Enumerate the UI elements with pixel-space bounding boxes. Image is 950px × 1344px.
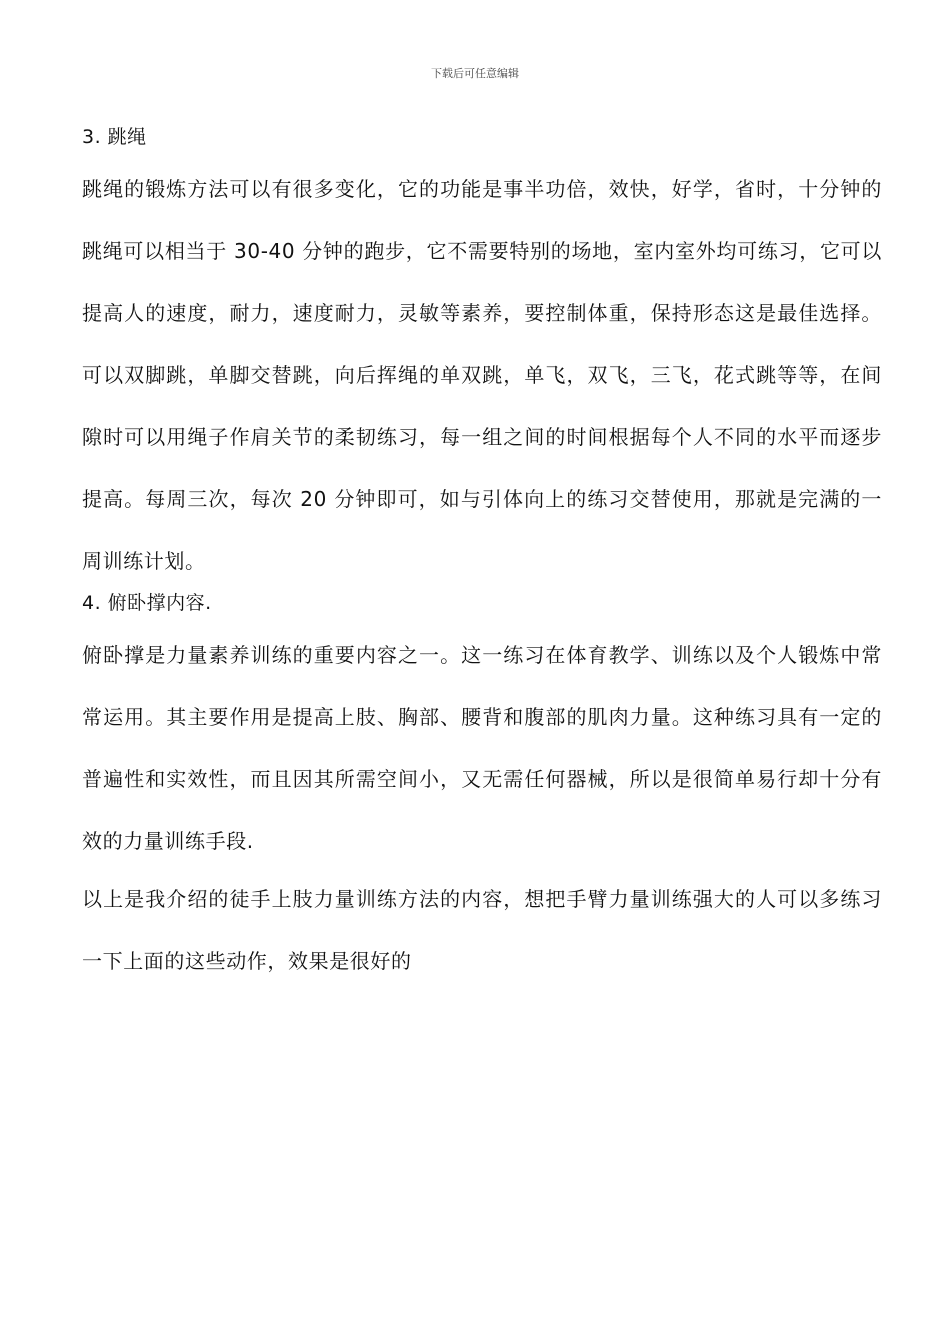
section-heading: 4. 俯卧撑内容. <box>82 592 212 614</box>
page-header-note: 下载后可任意编辑 <box>431 67 519 80</box>
document-body <box>82 120 882 992</box>
section-heading: 3. 跳绳 <box>82 126 147 148</box>
section-paragraph: 跳绳的锻炼方法可以有很多变化，它的功能是事半功倍，效快，好学，省时，十分钟的跳绳可以相当于 30-40 分钟的跑步，它不需要特别的场地，室内室外均可练习，它可以提高人的速度，耐力，速度耐力，灵敏等素养，要控制体重，保持形态这是最佳选择。可以双脚跳，单脚交替跳，向后挥绳的单双跳，单飞，双飞，三飞，花式跳等等，在间隙时可以用绳子作肩关节的柔韧练习，每一组之间的时间根据每个人不同的水平而逐步提高。每周三次，每次 20 分钟即可，如与引体向上的练习交替使用，那就是完满的一周训练计划。 <box>82 177 882 573</box>
section-push-ups <box>82 586 882 872</box>
section-jump-rope <box>82 120 882 592</box>
section-paragraph: 俯卧撑是力量素养训练的重要内容之一。这一练习在体育教学、训练以及个人锻炼中常常运用。其主要作用是提高上肢、胸部、腰背和腹部的肌肉力量。这种练习具有一定的普遍性和实效性，而且因其所需空间小，又无需任何器械，所以是很简单易行却十分有效的力量训练手段. <box>82 643 882 853</box>
closing-paragraph: 以上是我介绍的徒手上肢力量训练方法的内容，想把手臂力量训练强大的人可以多练习一下上面的这些动作，效果是很好的 <box>82 887 882 973</box>
